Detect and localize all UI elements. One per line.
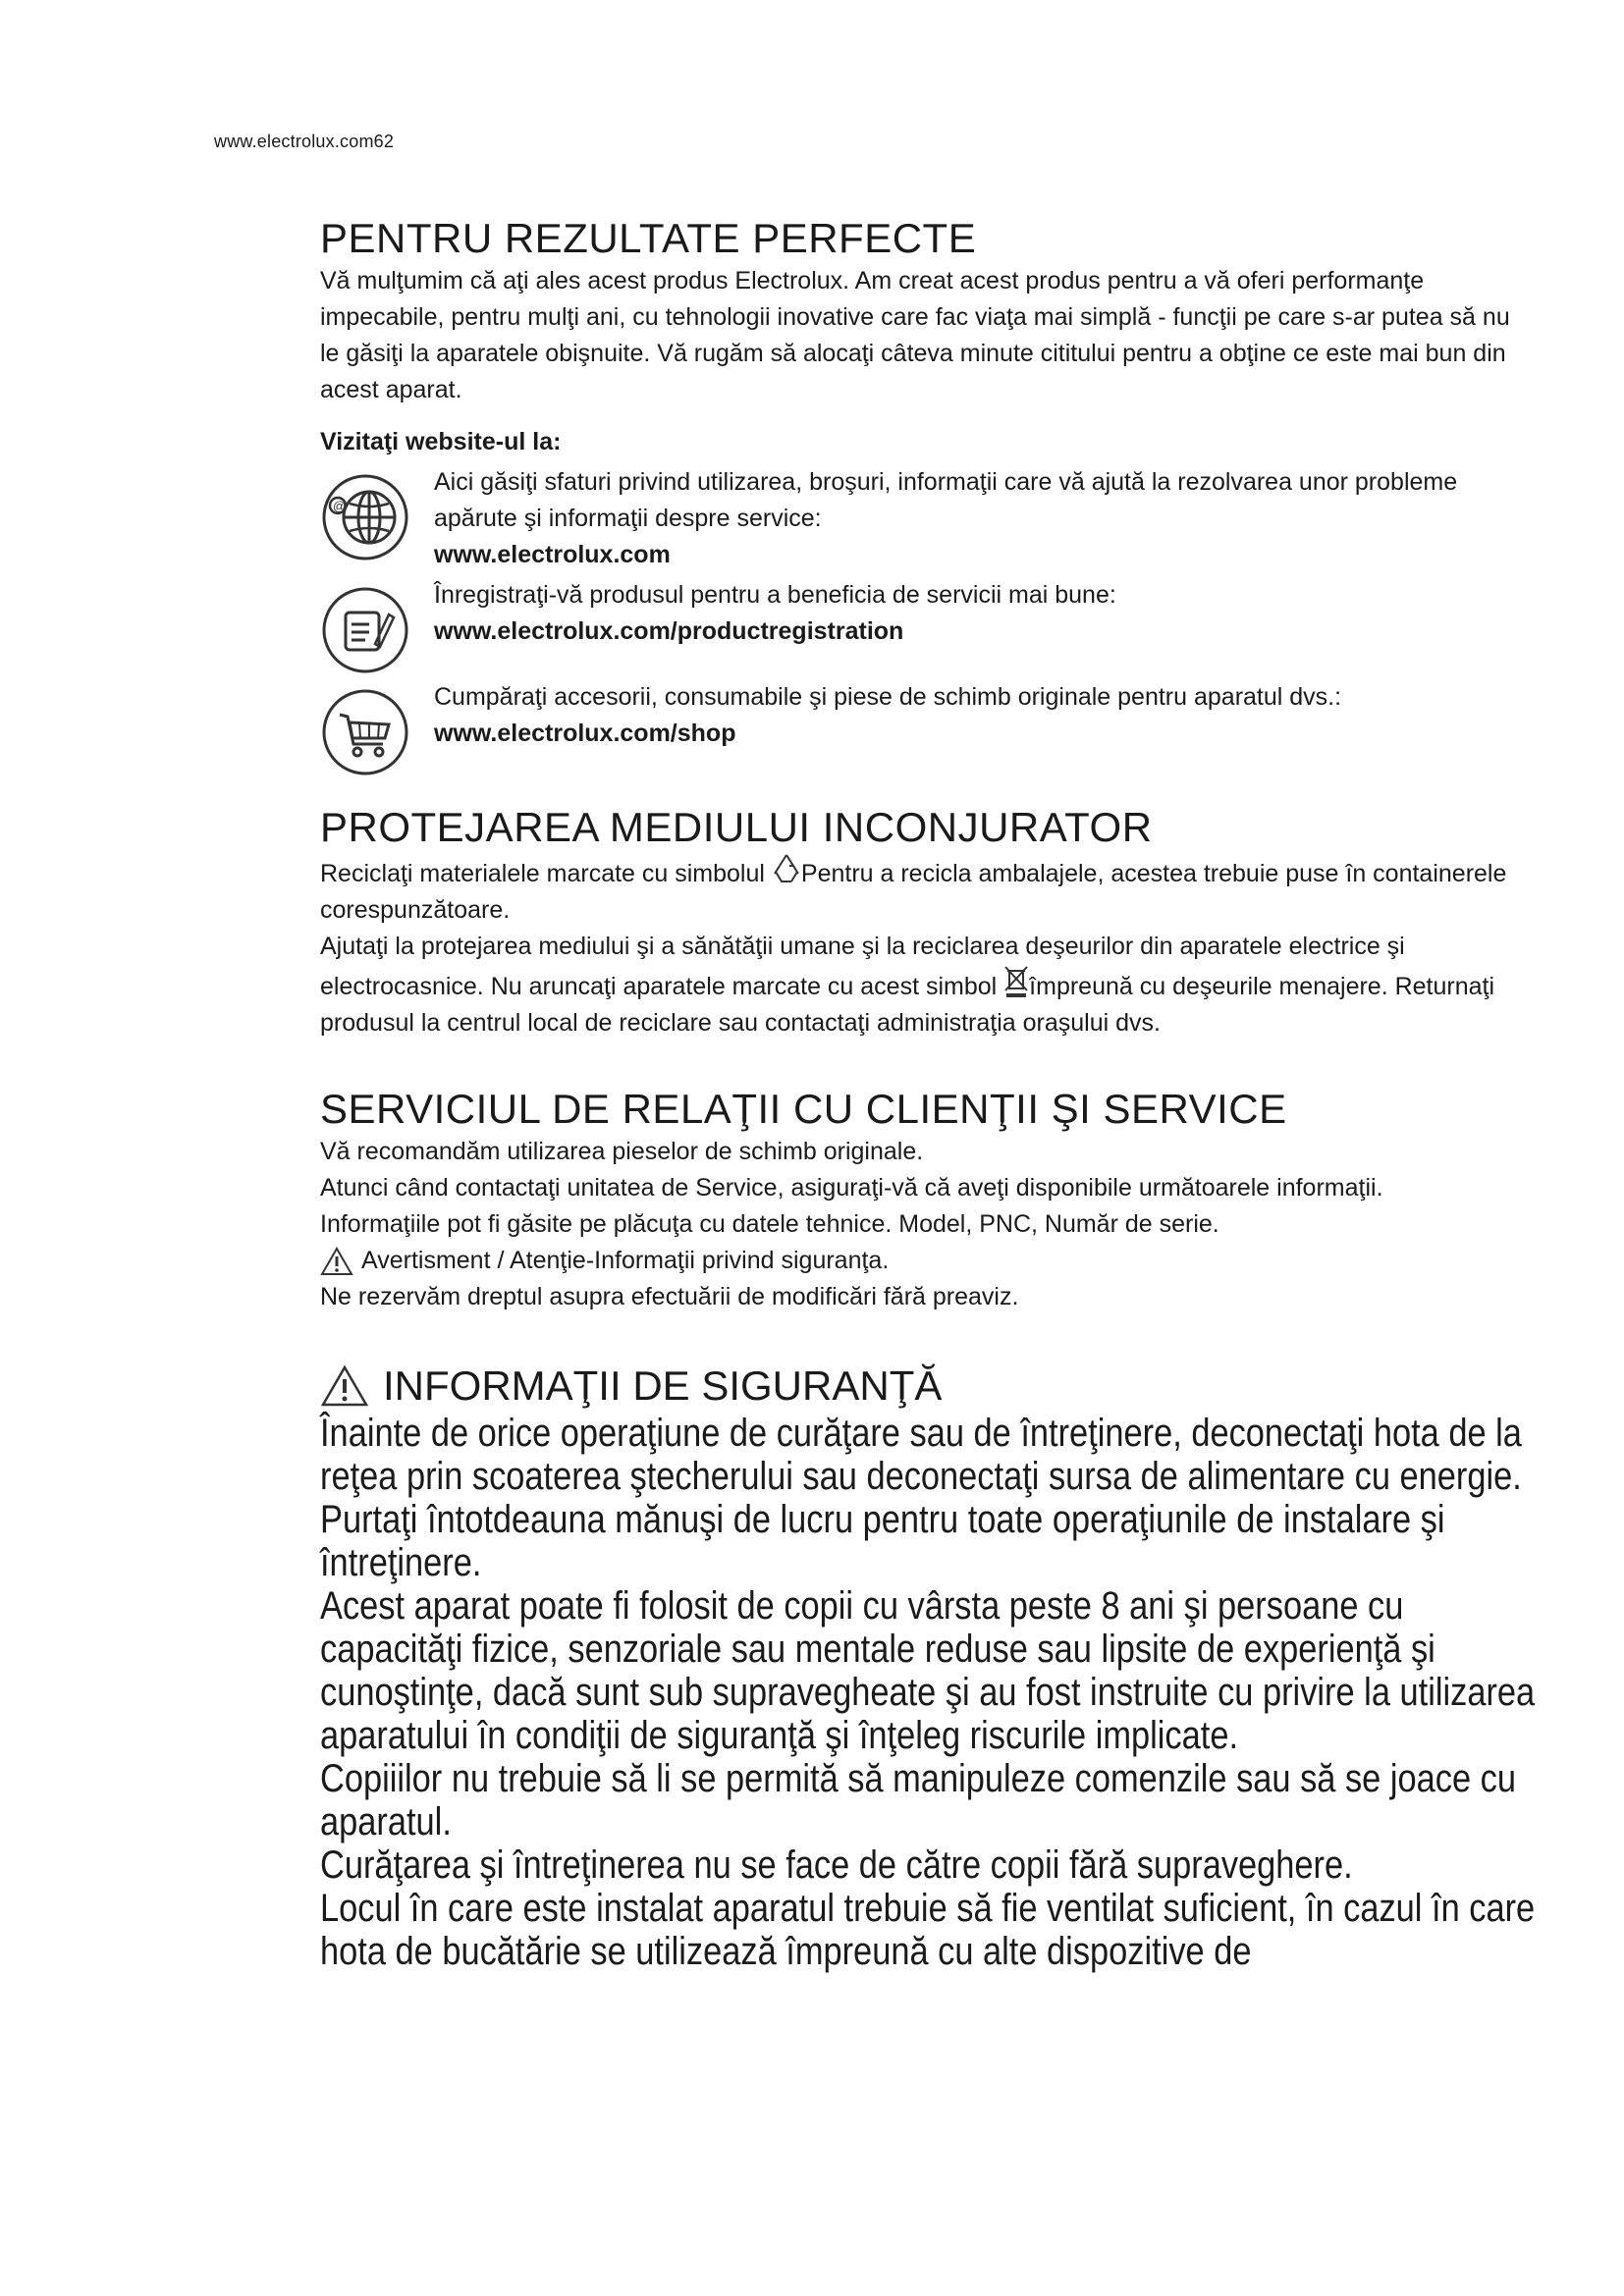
service-title: SERVICIUL DE RELAŢII CU CLIENŢII ŞI SERVICE bbox=[320, 1086, 1287, 1132]
safety-paragraph: Purtaţi întotdeauna mănuşi de lucru pentru toate operaţiunile de instalare şi întreţinere. bbox=[320, 1498, 1445, 1584]
weee-text-after: împreună cu deşeurile menajere. Returnaţi produsul la centrul local de reciclare sau contactaţi administraţia oraşului dvs. bbox=[320, 973, 1495, 1037]
safety-paragraph: Înainte de orice operaţiune de curăţare sau de întreţinere, deconectaţi hota de la reţea prin scoaterea ştecherului sau deconectaţi sursa de alimentare cu energie. bbox=[320, 1412, 1522, 1498]
website-description: Aici găsiţi sfaturi privind utilizarea, broşuri, informaţii care vă ajută la rezolvarea unor probleme apărute şi informaţii despre service: bbox=[434, 468, 1458, 532]
intro-title: PENTRU REZULTATE PERFECTE bbox=[320, 215, 977, 261]
svg-text:@: @ bbox=[333, 499, 347, 513]
safety-paragraph: Copiiilor nu trebuie să li se permită să manipuleze comenzile sau să se joace cu aparatul. bbox=[320, 1757, 1517, 1843]
registration-link[interactable]: www.electrolux.com/productregistration bbox=[434, 617, 904, 645]
service-line-1: Vă recomandăm utilizarea pieselor de schimb originale. bbox=[320, 1138, 924, 1165]
crossed-bin-icon bbox=[1003, 965, 1029, 998]
service-line-2: Atunci când contactaţi unitatea de Service, asiguraţi-vă că aveţi disponibile următoarele informaţii. bbox=[320, 1174, 1383, 1201]
link-row-shop bbox=[320, 679, 1528, 777]
link-row-registration bbox=[320, 577, 1528, 675]
environment-section bbox=[320, 803, 1528, 1041]
safety-paragraph: Curăţarea şi întreţinerea nu se face de către copii fără supraveghere. bbox=[320, 1843, 1353, 1887]
page-content bbox=[320, 214, 1536, 1973]
registration-icon bbox=[320, 585, 410, 675]
recycle-text-after: Pentru a recicla ambalajele, acestea trebuie puse în containerele corespunzătoare. bbox=[320, 860, 1507, 924]
weee-text-before: Ajutaţi la protejarea mediului şi a sănătăţii umane şi la reciclarea deşeurilor din aparatele electrice şi electrocasnice. Nu aruncaţi aparatele marcate cu acest simbol bbox=[320, 933, 1405, 1000]
shop-description: Cumpăraţi accesorii, consumabile şi piese de schimb originale pentru aparatul dvs.: bbox=[434, 683, 1342, 711]
safety-title-text: INFORMAŢII DE SIGURANŢĂ bbox=[383, 1362, 943, 1409]
intro-paragraph: Vă mulţumim că aţi ales acest produs Electrolux. Am creat acest produs pentru a vă oferi performanţe impecabile, pentru mulţi ani, cu tehnologii inovative care fac viaţa mai simplă - funcţii pe care s-ar putea să nu le găsiţi la aparatele obişnuite. Vă rugăm să alocaţi câteva minute cititului pentru a obţine ce este mai bun din acest aparat. bbox=[320, 267, 1510, 403]
warning-icon bbox=[320, 1247, 353, 1276]
safety-paragraph: Acest aparat poate fi folosit de copii cu vârsta peste 8 ani şi persoane cu capacităţi fizice, senzoriale sau mentale reduse sau lipsite de experienţă şi cunoştinţe, dacă sunt sub supravegheate şi au fost instruite cu privire la utilizarea aparatului în condiţii de siguranţă şi înţeleg riscurile implicate. bbox=[320, 1584, 1536, 1757]
warning-icon bbox=[320, 1364, 369, 1408]
visit-website-label: Vizitaţi website-ul la: bbox=[320, 428, 562, 455]
service-warning-text: Avertisment / Atenţie-Informaţii privind siguranţa. bbox=[361, 1247, 890, 1274]
shop-link[interactable]: www.electrolux.com/shop bbox=[434, 720, 736, 747]
safety-title bbox=[320, 1361, 1528, 1412]
service-section bbox=[320, 1085, 1528, 1315]
link-row-website bbox=[320, 464, 1528, 573]
website-link[interactable]: www.electrolux.com bbox=[434, 541, 671, 568]
recycle-text-before: Reciclaţi materialele marcate cu simbolul bbox=[320, 860, 772, 887]
shopping-cart-icon bbox=[320, 687, 410, 777]
service-warning bbox=[320, 1243, 1528, 1279]
recycle-paragraph bbox=[320, 852, 1528, 929]
safety-paragraph: Locul în care este instalat aparatul trebuie să fie ventilat suficient, în cazul în care hota de bucătărie se utilizează împreună cu alte dispozitive de bbox=[320, 1887, 1536, 1973]
weee-paragraph bbox=[320, 929, 1528, 1041]
running-header: www.electrolux.com62 bbox=[214, 132, 395, 151]
service-line-4: Ne rezervăm dreptul asupra efectuării de modificări fără preaviz. bbox=[320, 1283, 1019, 1310]
safety-section bbox=[320, 1361, 1536, 1973]
service-line-3: Informaţiile pot fi găsite pe plăcuţa cu datele tehnice. Model, PNC, Număr de serie. bbox=[320, 1210, 1219, 1238]
environment-title: PROTEJAREA MEDIULUI INCONJURATOR bbox=[320, 804, 1153, 850]
safety-body bbox=[320, 1412, 1536, 1973]
intro-section bbox=[320, 214, 1528, 777]
recycle-icon bbox=[772, 852, 801, 885]
registration-description: Înregistraţi-vă produsul pentru a beneficia de servicii mai bune: bbox=[434, 581, 1116, 609]
globe-icon bbox=[320, 472, 410, 562]
